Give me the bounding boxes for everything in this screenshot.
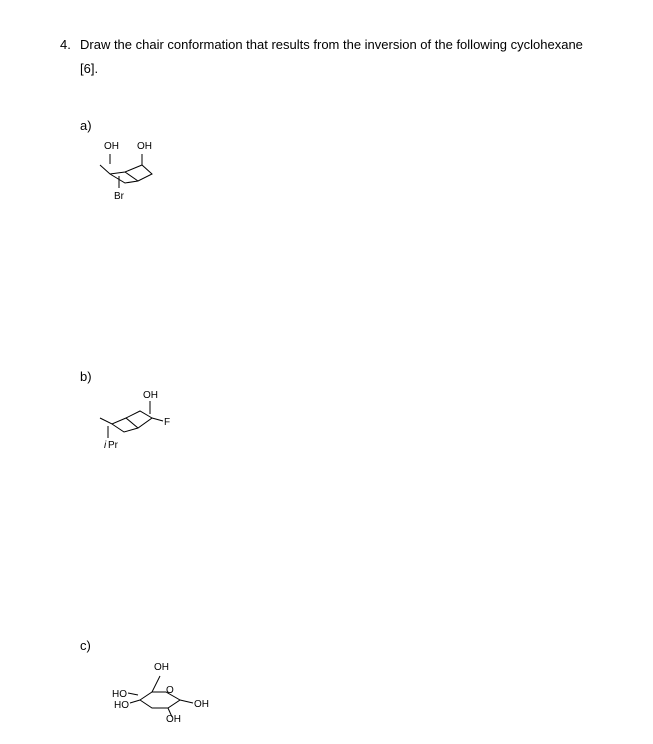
label-ho-upper: HO: [112, 689, 127, 700]
question-text: Draw the chair conformation that results from the inversion of the following cyclohexane: [80, 37, 583, 52]
bond-ho-upper: [128, 693, 138, 695]
label-br: Br: [114, 191, 124, 202]
label-oh-bottom: OH: [166, 714, 181, 725]
label-oh-left: OH: [104, 141, 119, 152]
part-c-label: c): [80, 638, 91, 653]
question-number: 4.: [60, 37, 71, 52]
label-ipr-i: i: [104, 440, 107, 451]
label-ring-o: O: [166, 685, 174, 696]
label-ipr-pr: Pr: [108, 440, 118, 451]
question-marks: [6].: [80, 61, 99, 76]
part-b-label: b): [80, 369, 92, 384]
label-f: F: [164, 417, 171, 428]
label-oh-right: OH: [194, 699, 209, 710]
pyranose-ring-c: [140, 692, 180, 708]
label-oh: OH: [143, 390, 158, 401]
label-ho-lower: HO: [114, 700, 129, 711]
label-oh-right: OH: [137, 141, 152, 152]
label-oh-top: OH: [154, 662, 169, 673]
bond-oh-right: [180, 700, 193, 703]
bond-oh-top: [152, 676, 160, 692]
part-a-label: a): [80, 118, 92, 133]
bond-ho-lower: [130, 700, 140, 703]
